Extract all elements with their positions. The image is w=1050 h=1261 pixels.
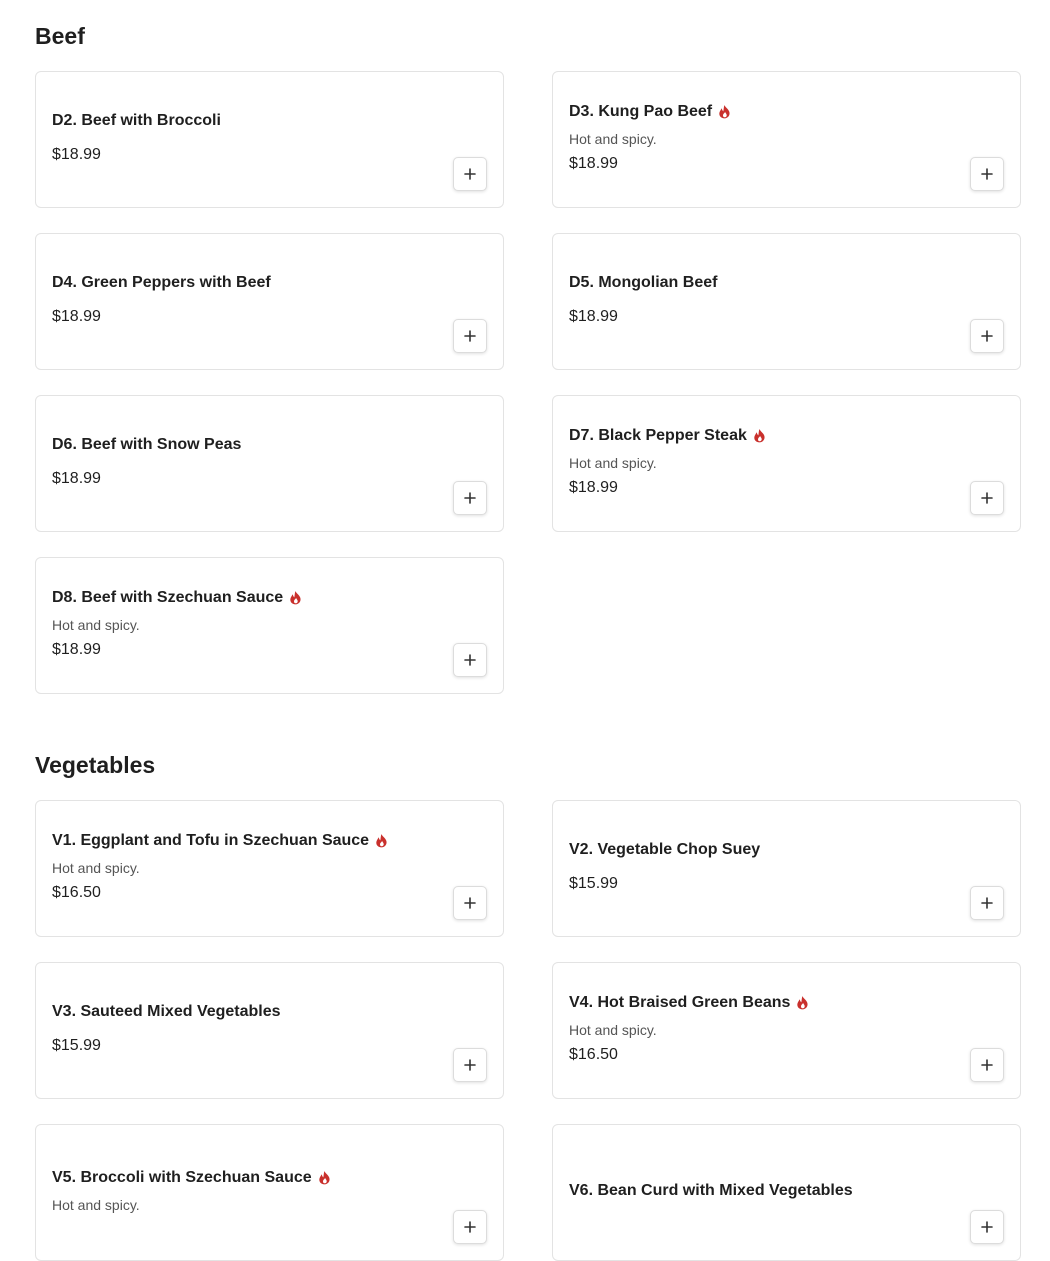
menu-item-name: V5. Broccoli with Szechuan Sauce <box>52 1168 312 1186</box>
fire-icon <box>318 1171 331 1185</box>
menu-item-card[interactable] <box>552 233 1021 370</box>
menu-item-info <box>569 234 950 369</box>
menu-item-name-row <box>569 273 950 293</box>
plus-icon <box>464 654 476 666</box>
add-to-cart-button[interactable] <box>453 1048 487 1082</box>
add-to-cart-button[interactable] <box>453 643 487 677</box>
add-to-cart-button[interactable] <box>970 481 1004 515</box>
menu-grid <box>35 800 1021 1261</box>
menu-item-description: Hot and spicy. <box>52 616 140 633</box>
menu-item-price: $18.99 <box>569 154 618 172</box>
plus-icon <box>981 1059 993 1071</box>
menu-item-info <box>569 963 950 1098</box>
menu-item-price: $15.99 <box>569 874 618 892</box>
menu-item-name-row <box>569 426 950 446</box>
add-to-cart-button[interactable] <box>453 319 487 353</box>
menu-item-name: D4. Green Peppers with Beef <box>52 273 271 291</box>
fire-icon <box>375 834 388 848</box>
fire-icon <box>718 105 731 119</box>
plus-icon <box>981 168 993 180</box>
menu-item-info <box>52 1125 433 1260</box>
menu-item-info <box>569 396 950 531</box>
menu-item-card[interactable] <box>35 233 504 370</box>
section-title: Beef <box>35 23 85 49</box>
menu-item-price: $18.99 <box>52 307 101 325</box>
menu-item-name-row <box>569 840 950 860</box>
menu-item-description: Hot and spicy. <box>52 1196 140 1213</box>
add-to-cart-button[interactable] <box>453 481 487 515</box>
fire-icon <box>753 429 766 443</box>
menu-item-card[interactable] <box>552 71 1021 208</box>
menu-item-name-row <box>52 111 433 131</box>
menu-item-card[interactable] <box>552 962 1021 1099</box>
menu-item-name: D7. Black Pepper Steak <box>569 426 747 444</box>
menu-item-name-row <box>52 588 433 608</box>
menu-item-price: $18.99 <box>52 145 101 163</box>
section-title: Vegetables <box>35 752 156 778</box>
menu-item-name-row <box>569 1181 950 1201</box>
plus-icon <box>464 168 476 180</box>
menu-item-price: $18.99 <box>52 640 101 658</box>
fire-icon <box>796 996 809 1010</box>
menu-item-card[interactable] <box>35 800 504 937</box>
menu-item-info <box>52 558 433 693</box>
menu-item-name: D2. Beef with Broccoli <box>52 111 221 129</box>
plus-icon <box>464 330 476 342</box>
menu-item-name-row <box>52 831 433 851</box>
menu-grid <box>35 71 1021 694</box>
menu-item-name-row <box>52 1168 433 1188</box>
menu-item-name: D5. Mongolian Beef <box>569 273 718 291</box>
menu-item-description: Hot and spicy. <box>569 1021 657 1038</box>
add-to-cart-button[interactable] <box>453 157 487 191</box>
add-to-cart-button[interactable] <box>970 1048 1004 1082</box>
menu-item-info <box>52 801 433 936</box>
section-vegetables <box>35 750 1021 1261</box>
plus-icon <box>981 330 993 342</box>
menu-item-price: $15.99 <box>52 1036 101 1054</box>
menu-item-name-row <box>52 273 433 293</box>
menu-item-name-row <box>52 435 433 455</box>
menu-item-price: $18.99 <box>52 469 101 487</box>
menu-item-description: Hot and spicy. <box>52 859 140 876</box>
menu-item-name: V1. Eggplant and Tofu in Szechuan Sauce <box>52 831 370 849</box>
menu-item-name: V3. Sauteed Mixed Vegetables <box>52 1002 281 1020</box>
menu-item-card[interactable] <box>35 71 504 208</box>
menu-item-info <box>52 72 433 207</box>
menu-item-info <box>52 963 433 1098</box>
menu-item-name: V2. Vegetable Chop Suey <box>569 840 761 858</box>
plus-icon <box>981 492 993 504</box>
menu-item-name: D3. Kung Pao Beef <box>569 102 713 120</box>
add-to-cart-button[interactable] <box>970 319 1004 353</box>
plus-icon <box>464 897 476 909</box>
menu-item-info <box>569 1125 950 1260</box>
menu-item-name: V6. Bean Curd with Mixed Vegetables <box>569 1181 853 1199</box>
menu-item-name-row <box>569 993 950 1013</box>
menu-item-card[interactable] <box>35 557 504 694</box>
fire-icon <box>289 591 302 605</box>
add-to-cart-button[interactable] <box>970 886 1004 920</box>
plus-icon <box>464 1059 476 1071</box>
menu-item-name-row <box>52 1002 433 1022</box>
menu-item-card[interactable] <box>35 1124 504 1261</box>
menu-item-price: $16.50 <box>569 1045 618 1063</box>
menu-item-card[interactable] <box>552 800 1021 937</box>
add-to-cart-button[interactable] <box>970 157 1004 191</box>
plus-icon <box>464 1221 476 1233</box>
plus-icon <box>981 1221 993 1233</box>
plus-icon <box>464 492 476 504</box>
menu-item-name: V4. Hot Braised Green Beans <box>569 993 791 1011</box>
menu-item-card[interactable] <box>35 395 504 532</box>
menu-item-card[interactable] <box>552 1124 1021 1261</box>
plus-icon <box>981 897 993 909</box>
menu-item-price: $18.99 <box>569 307 618 325</box>
menu-item-info <box>52 234 433 369</box>
add-to-cart-button[interactable] <box>453 1210 487 1244</box>
add-to-cart-button[interactable] <box>970 1210 1004 1244</box>
menu-item-card[interactable] <box>35 962 504 1099</box>
menu-item-info <box>569 72 950 207</box>
section-beef <box>35 21 1021 694</box>
add-to-cart-button[interactable] <box>453 886 487 920</box>
menu-item-description: Hot and spicy. <box>569 454 657 471</box>
menu-item-description: Hot and spicy. <box>569 130 657 147</box>
menu-item-card[interactable] <box>552 395 1021 532</box>
menu-item-info <box>52 396 433 531</box>
menu-item-info <box>569 801 950 936</box>
menu-item-name: D8. Beef with Szechuan Sauce <box>52 588 284 606</box>
menu-item-name: D6. Beef with Snow Peas <box>52 435 242 453</box>
menu-item-name-row <box>569 102 950 122</box>
menu-item-price: $16.50 <box>52 883 101 901</box>
menu-item-price: $18.99 <box>569 478 618 496</box>
